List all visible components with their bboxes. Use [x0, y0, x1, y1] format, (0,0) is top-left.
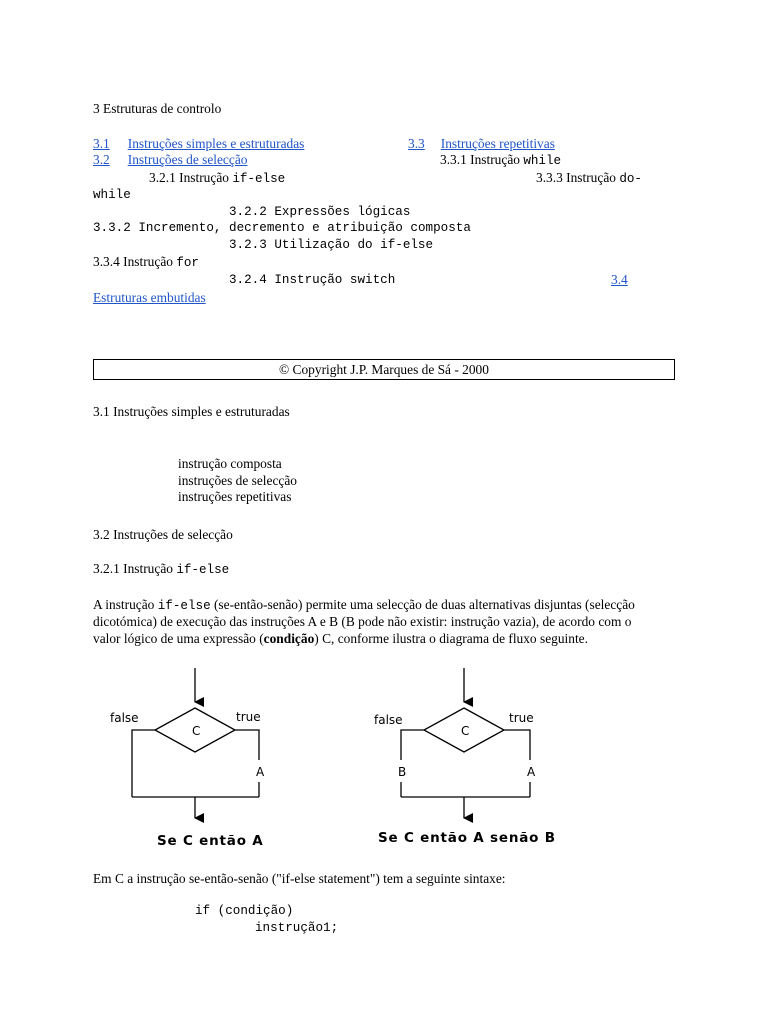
- instruction-a-label: A: [527, 765, 536, 779]
- copyright-box: © Copyright J.P. Marques de Sá - 2000: [93, 359, 675, 380]
- toc-link-3-1[interactable]: [93, 136, 304, 152]
- list-item: instrução composta: [178, 456, 282, 471]
- flow-diagrams: [0, 660, 768, 860]
- toc-item-text: 3.3.1 Instrução: [440, 152, 524, 167]
- true-branch: [504, 730, 530, 760]
- toc-item-code: do-: [619, 172, 642, 186]
- chapter-title: 3 Estruturas de controlo: [93, 101, 222, 116]
- toc-item-3-2-1: [149, 170, 285, 187]
- toc-number[interactable]: 3.4: [611, 272, 628, 287]
- toc-link-text[interactable]: Instruções simples e estruturadas: [127, 136, 305, 151]
- toc-item-3-3-3: [536, 170, 642, 187]
- toc-link-3-3[interactable]: [408, 136, 555, 152]
- toc-item-3-2-3: 3.2.3 Utilização do if-else: [229, 238, 434, 252]
- condition-label: C: [192, 724, 201, 738]
- toc-item-code: if-else: [232, 172, 286, 186]
- false-label: false: [374, 713, 403, 727]
- toc-item-3-2-2: 3.2.2 Expressões lógicas: [229, 205, 411, 219]
- toc-item-text: 3.2.1 Instrução: [149, 170, 233, 185]
- toc-link-3-2[interactable]: [93, 152, 247, 168]
- section-3-2-1-heading: [93, 561, 229, 578]
- toc-link-text[interactable]: Instruções repetitivas: [440, 136, 555, 151]
- toc-number[interactable]: 3.2: [93, 152, 110, 167]
- toc-item-3-3-1: [440, 152, 561, 169]
- flowchart-if-else: [401, 668, 530, 818]
- code-line-2: instrução1;: [255, 921, 339, 935]
- diagram-caption: Se C então A senão B: [378, 830, 556, 846]
- diagram-caption: Se C então A: [157, 833, 264, 849]
- text: A instrução: [93, 597, 158, 612]
- false-branch: [132, 730, 155, 797]
- paragraph-line-3: [93, 631, 588, 647]
- section-3-1-heading: 3.1 Instruções simples e estruturadas: [93, 404, 290, 419]
- toc-item-3-2-4: 3.2.4 Instrução switch: [229, 273, 396, 287]
- list-item: instruções repetitivas: [178, 489, 292, 504]
- toc-link-text[interactable]: Instruções de selecção: [127, 152, 248, 167]
- paragraph-line-1: [93, 597, 635, 614]
- toc-item-text: 3.3.4 Instrução: [93, 254, 177, 269]
- bold-term: condição: [263, 631, 315, 646]
- false-branch: [401, 730, 424, 760]
- instruction-b-label: B: [398, 765, 407, 779]
- list-item: instruções de selecção: [178, 473, 297, 488]
- text: valor lógico de uma expressão (: [93, 631, 264, 646]
- syntax-intro: Em C a instrução se-então-senão ("if-else statement") tem a seguinte sintaxe:: [93, 871, 506, 886]
- paragraph-line-2: dicotómica) de execução das instruções A e B (B pode não existir: instrução vazia), de acordo com o: [93, 614, 632, 629]
- toc-item-3-3-2: 3.3.2 Incremento, decremento e atribuição composta: [93, 221, 471, 235]
- false-label: false: [110, 711, 139, 725]
- text: (se-então-senão) permite uma selecção de duas alternativas disjuntas (selecção: [210, 597, 635, 612]
- true-branch: [235, 730, 259, 760]
- heading-code: if-else: [176, 563, 230, 577]
- toc-item-3-3-4: [93, 254, 199, 271]
- condition-label: C: [461, 724, 470, 738]
- heading-text: 3.2.1 Instrução: [93, 561, 177, 576]
- toc-link-text[interactable]: Estruturas embutidas: [93, 290, 206, 305]
- section-3-2-heading: 3.2 Instruções de selecção: [93, 527, 233, 542]
- code-line-1: if (condição): [195, 904, 294, 918]
- toc-item-text: 3.3.3 Instrução: [536, 170, 620, 185]
- toc-item-3-3-3-cont: while: [93, 188, 131, 202]
- instruction-a-label: A: [256, 765, 265, 779]
- toc-link-3-4-number[interactable]: [611, 272, 628, 288]
- toc-item-code: while: [523, 154, 562, 168]
- toc-link-3-4[interactable]: [93, 290, 206, 306]
- true-label: true: [236, 710, 261, 724]
- toc-number[interactable]: 3.1: [93, 136, 110, 151]
- toc-item-code: for: [176, 256, 199, 270]
- true-label: true: [509, 711, 534, 725]
- flowchart-if: [132, 668, 259, 818]
- inline-code: if-else: [157, 599, 211, 613]
- toc-number[interactable]: 3.3: [408, 136, 425, 151]
- text: ) C, conforme ilustra o diagrama de fluxo seguinte.: [314, 631, 588, 646]
